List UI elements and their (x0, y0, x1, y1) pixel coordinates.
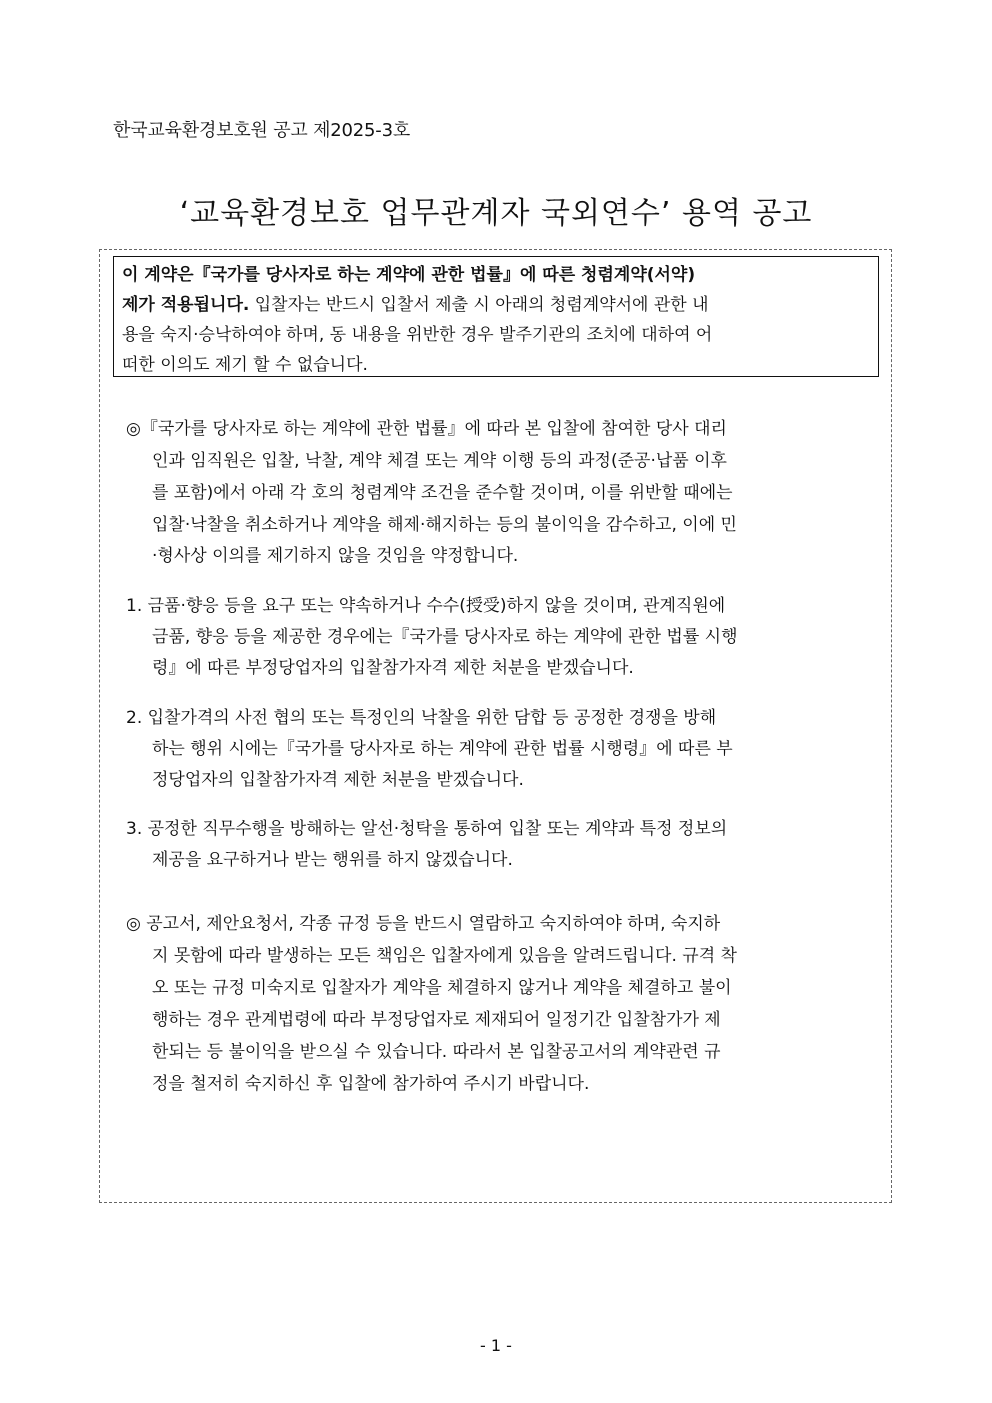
notice-line-3: 용을 숙지·승낙하여야 하며, 동 내용을 위반한 경우 발주기관의 조치에 대하여 어 (122, 325, 713, 345)
clause-2-line-3: 정당업자의 입찰참가자격 제한 처분을 받겠습니다. (152, 770, 524, 790)
notice-line-2-rest: 입찰자는 반드시 입찰서 제출 시 아래의 청렴계약서에 관한 내 (249, 295, 709, 315)
clause-3-line-2: 제공을 요구하거나 받는 행위를 하지 않겠습니다. (152, 850, 513, 870)
clause-3-line-1: 3. 공정한 직무수행을 방해하는 알선·청탁을 통하여 입찰 또는 계약과 특정 정보의 (126, 819, 728, 839)
integrity-notice-box (113, 256, 879, 377)
caution-line-2: 지 못함에 따라 발생하는 모든 책임은 입찰자에게 있음을 알려드립니다. 규격 착 (152, 946, 737, 966)
pledge-line-5: ·형사상 이의를 제기하지 않을 것임을 약정합니다. (152, 546, 519, 566)
pledge-line-1: ◎『국가를 당사자로 하는 계약에 관한 법률』에 따라 본 입찰에 참여한 당사 대리 (126, 419, 727, 439)
pledge-line-4: 입찰·낙찰을 취소하거나 계약을 해제·해지하는 등의 불이익을 감수하고, 이에 민 (152, 515, 737, 535)
clause-1-line-2: 금품, 향응 등을 제공한 경우에는『국가를 당사자로 하는 계약에 관한 법률 시행 (152, 627, 738, 647)
pledge-line-3: 를 포함)에서 아래 각 호의 청렴계약 조건을 준수할 것이며, 이를 위반할 때에는 (152, 483, 733, 503)
clause-2-line-2: 하는 행위 시에는『국가를 당사자로 하는 계약에 관한 법률 시행령』에 따른 부 (152, 739, 733, 759)
notice-line-2 (122, 290, 870, 320)
caution-line-5: 한되는 등 불이익을 받으실 수 있습니다. 따라서 본 입찰공고서의 계약관련 규 (152, 1042, 721, 1062)
clause-2-line-1: 2. 입찰가격의 사전 협의 또는 특정인의 낙찰을 위한 담합 등 공정한 경쟁을 방해 (126, 708, 717, 728)
notice-line-4: 떠한 이의도 제기 할 수 없습니다. (122, 355, 368, 375)
announcement-number: 한국교육환경보호원 공고 제2025-3호 (113, 120, 411, 141)
notice-line-1: 이 계약은『국가를 당사자로 하는 계약에 관한 법률』에 따른 청렴계약(서약) (122, 265, 696, 285)
caution-line-3: 오 또는 규정 미숙지로 입찰자가 계약을 체결하지 않거나 계약을 체결하고 불이 (152, 978, 732, 998)
caution-line-1: ◎ 공고서, 제안요청서, 각종 규정 등을 반드시 열람하고 숙지하여야 하며, 숙지하 (126, 914, 721, 934)
clause-1-line-1: 1. 금품·향응 등을 요구 또는 약속하거나 수수(授受)하지 않을 것이며, 관계직원에 (126, 596, 726, 616)
notice-line-2-bold: 제가 적용됩니다. (122, 295, 250, 315)
page-title: ‘교육환경보호 업무관계자 국외연수’ 용역 공고 (179, 196, 813, 231)
pledge-line-2: 인과 임직원은 입찰, 낙찰, 계약 체결 또는 계약 이행 등의 과정(준공·납품 이후 (152, 451, 727, 471)
page-number: - 1 - (480, 1336, 512, 1355)
caution-line-6: 정을 철저히 숙지하신 후 입찰에 참가하여 주시기 바랍니다. (152, 1074, 590, 1094)
caution-line-4: 행하는 경우 관계법령에 따라 부정당업자로 제재되어 일정기간 입찰참가가 제 (152, 1010, 721, 1030)
clause-1-line-3: 령』에 따른 부정당업자의 입찰참가자격 제한 처분을 받겠습니다. (152, 658, 634, 678)
